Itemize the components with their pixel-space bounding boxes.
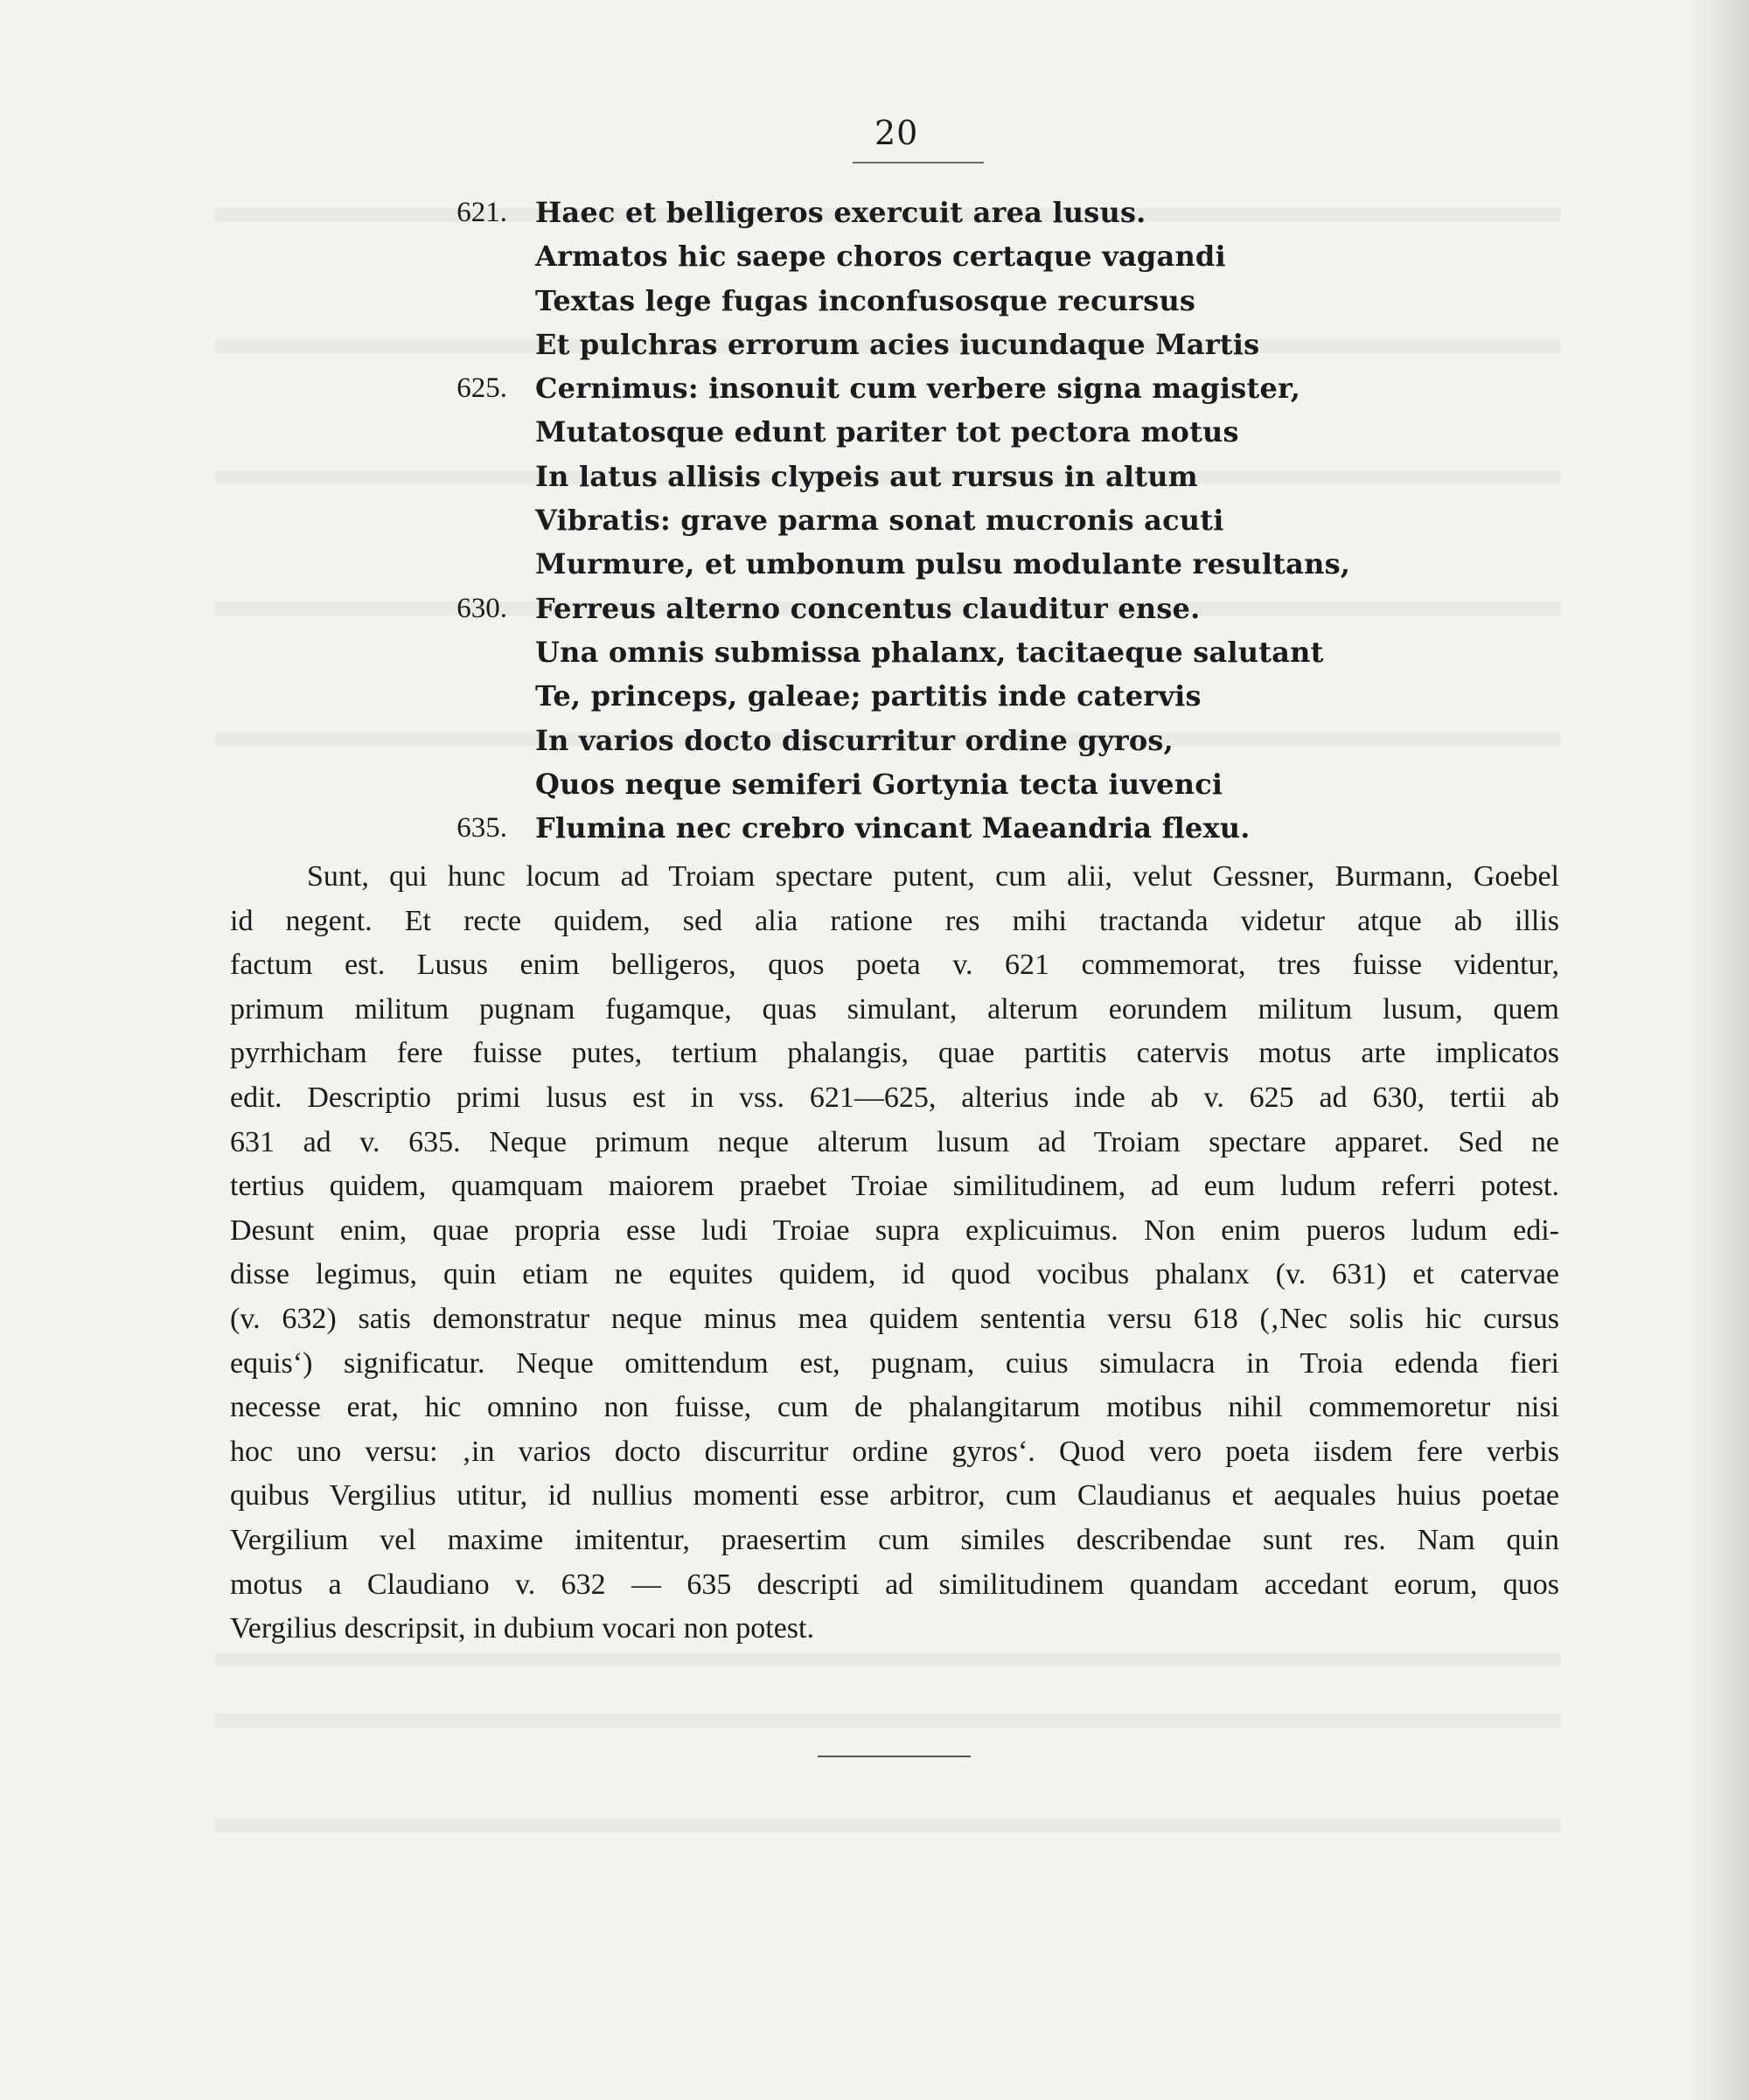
poem-line: [0, 410, 1749, 454]
commentary-line: pyrrhicham fere fuisse putes, tertium phalangis, quae partitis catervis motus arte implicatos: [230, 1037, 1559, 1070]
commentary-line: factum est. Lusus enim belligeros, quos poeta v. 621 commemorat, tres fuisse videntur,: [230, 949, 1559, 982]
verse-text: Ferreus alterno concentus clauditur ense.: [535, 591, 1201, 625]
commentary-line: Vergilium vel maxime imitentur, praesertim cum similes describendae sunt res. Nam quin: [230, 1523, 1559, 1556]
commentary-line: 631 ad v. 635. Neque primum neque alterum lusum ad Troiam spectare apparet. Sed ne: [230, 1125, 1559, 1158]
poem-line: [0, 191, 1749, 234]
commentary-line: quibus Vergilius utitur, id nullius momenti esse arbitror, cum Claudianus et aequales huius poetae: [230, 1479, 1559, 1512]
verse-text: Vibratis: grave parma sonat mucronis acuti: [535, 504, 1224, 538]
poem-line: [0, 630, 1749, 674]
verse-text: In varios docto discurritur ordine gyros,: [535, 723, 1174, 757]
verse-text: Armatos hic saepe choros certaque vagandi: [535, 240, 1226, 274]
line-number: 630.: [456, 592, 507, 624]
commentary-line: disse legimus, quin etiam ne equites quidem, id quod vocibus phalanx (v. 631) et catervae: [230, 1258, 1559, 1291]
poem-line: [0, 498, 1749, 542]
commentary-line: equis‘) significatur. Neque omittendum est, pugnam, cuius simulacra in Troia edenda fieri: [230, 1346, 1559, 1380]
poem-line: [0, 719, 1749, 762]
commentary-line: primum militum pugnam fugamque, quas simulant, alterum eorundem militum lusum, quem: [230, 992, 1559, 1026]
show-through-text: [214, 1652, 1561, 1666]
poem-line: [0, 542, 1749, 586]
commentary-line: Sunt, qui hunc locum ad Troiam spectare putent, cum alii, velut Gessner, Burmann, Goebel: [307, 860, 1559, 893]
line-number: 635.: [456, 812, 507, 845]
show-through-text: [214, 1714, 1561, 1728]
commentary-line: id negent. Et recte quidem, sed alia ratione res mihi tractanda videtur atque ab illis: [230, 904, 1559, 937]
verse-text: Una omnis submissa phalanx, tacitaeque salutant: [535, 635, 1324, 669]
poem-line: [0, 674, 1749, 718]
commentary-line: necesse erat, hic omnino non fuisse, cum de phalangitarum motibus nihil commemoretur nisi: [230, 1391, 1559, 1424]
verse-text: Et pulchras errorum acies iucundaque Martis: [535, 327, 1260, 361]
verse-text: In latus allisis clypeis aut rursus in altum: [535, 459, 1198, 493]
commentary-line: hoc uno versu: ‚in varios docto discurritur ordine gyros‘. Quod vero poeta iisdem fere verbis: [230, 1435, 1559, 1468]
bottom-rule: [818, 1756, 971, 1757]
line-number: 625.: [456, 372, 507, 405]
poem-excerpt: [0, 191, 1749, 850]
poem-line: [0, 234, 1749, 278]
verse-text: Haec et belligeros exercuit area lusus.: [535, 196, 1146, 229]
page-number-rule: [853, 162, 984, 163]
commentary-line: edit. Descriptio primi lusus est in vss. 621—625, alterius inde ab v. 625 ad 630, tertii ab: [230, 1081, 1559, 1114]
poem-line: [0, 323, 1749, 366]
poem-line: [0, 366, 1749, 410]
verse-text: Flumina nec crebro vincant Maeandria flexu.: [535, 811, 1251, 845]
show-through-text: [214, 1818, 1561, 1832]
poem-line: [0, 587, 1749, 630]
verse-text: Murmure, et umbonum pulsu modulante resultans,: [535, 547, 1351, 581]
poem-line: [0, 279, 1749, 323]
commentary-line: Vergilius descripsit, in dubium vocari non potest.: [230, 1612, 814, 1645]
verse-text: Mutatosque edunt pariter tot pectora motus: [535, 415, 1239, 449]
commentary-line: tertius quidem, quamquam maiorem praebet Troiae similitudinem, ad eum ludum referri potest.: [230, 1170, 1559, 1203]
commentary-line: Desunt enim, quae propria esse ludi Troiae supra explicuimus. Non enim pueros ludum edi-: [230, 1213, 1559, 1247]
poem-line: [0, 762, 1749, 806]
verse-text: Cernimus: insonuit cum verbere signa magister,: [535, 372, 1301, 406]
commentary-paragraph: [230, 855, 1559, 1651]
commentary-line: motus a Claudiano v. 632 — 635 descripti ad similitudinem quandam accedant eorum, quos: [230, 1568, 1559, 1601]
line-number: 621.: [456, 197, 507, 228]
poem-line: [0, 806, 1749, 850]
page-number: 20: [874, 114, 919, 152]
verse-text: Quos neque semiferi Gortynia tecta iuvenci: [535, 767, 1223, 801]
verse-text: Te, princeps, galeae; partitis inde catervis: [535, 679, 1202, 713]
poem-line: [0, 455, 1749, 498]
verse-text: Textas lege fugas inconfusosque recursus: [535, 283, 1196, 317]
commentary-line: (v. 632) satis demonstratur neque minus mea quidem sententia versu 618 (‚Nec solis hic cursus: [230, 1302, 1559, 1335]
